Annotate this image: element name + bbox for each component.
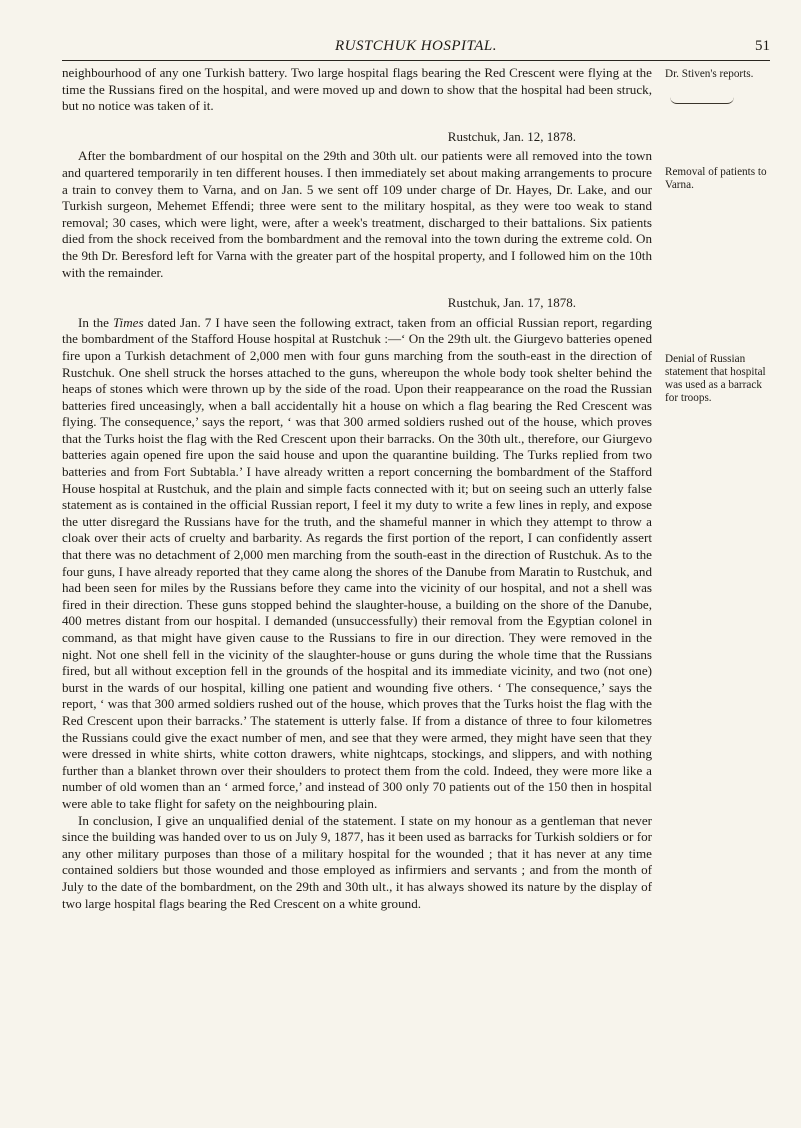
paragraph-intro: neighbourhood of any one Turkish battery. Two large hospital flags bearing the Red Crescent were flying at the time the Russians fired on the hospital, and were moved up and down to show that the hospital had been struck, but no notice was taken of it. <box>62 65 652 114</box>
header-rule <box>62 60 770 61</box>
times-title: Times <box>113 314 144 330</box>
dateline-jan-12: Rustchuk, Jan. 12, 1878. <box>447 128 576 144</box>
paragraph-conclusion: In conclusion, I give an unqualified denial of the statement. I state on my honour as a gentleman that never since the building was handed over to us on July 9, 1877, has it been used as barracks for Turkish soldiers or for any other military purposes than those of a military hospital for the wounded ; that it has never at any time contained soldiers but those wounded and those employed as infirmiers and servants ; and from the month of July to the date of the bombardment, on the 29th and 30th ult., it has always showed its nature by the display of two large hospital flags bearing the Red Crescent on a white ground. <box>62 812 652 911</box>
paragraph-removal: After the bombardment of our hospital on the 29th and 30th ult. our patients were all removed into the town and quartered temporarily in ten different houses. I then immediately set about making arrangements to procure a train to convey them to Varna, and on Jan. 5 we sent off 109 under charge of Dr. Hayes, Dr. Lake, and our Turkish surgeon, Mehemet Effendi; three were sent to the military hospital, as they were too weak to stand removal; 30 cases, which were light, were, after a week's treatment, discharged to their battalions. Six patients died from the shock received from the bombardment and the removal into the town during the extreme cold. On the 9th Dr. Beresford left for Varna with the greater part of the hospital property, and I followed him on the 10th with the remainder. <box>62 148 652 280</box>
margin-note-reports: Dr. Stiven's reports. <box>665 68 754 80</box>
margin-note-denial: Denial of Russian statement that hospital was used as a barrack for troops. <box>665 353 766 404</box>
denial-text: dated Jan. 7 I have seen the following extract, taken from an official Russian report, regarding the bombardment of the Stafford House hospital at Rustchuk :—‘ On the 29th ult. the Giurgevo batteries opened fire upon a Turkish detachment of 2,000 men with four guns marching from the south-east in the direction of Rustchuk. One shell struck the horses attached to the guns, whereupon the whole body took shelter behind the heaps of stones which were thrown up by the side of the road. Upon their reappearance on the road the Russian batteries fired unceasingly, when a ball accidentally hit a house on which a flag bearing the Red Crescent was flying. The consequence,’ says the report, ‘ was that 300 armed soldiers rushed out of the house, which proves that the Turks hoist the flag with the Red Crescent upon their barracks. On the 30th ult., therefore, our Giurgevo batteries again opened fire upon the said house and upon the quarantine building. The Turks replied from two batteries and from Fort Subtabla.’ I have already written a report concerning the bombardment of the Stafford House hospital at Rustchuk, and the plain and simple facts connected with it; but on seeing such an utterly false statement as is contained in the official Russian report, I feel it my duty to write a few lines in reply, and expose the utter disregard the Russians have for the truth, and the shameful manner in which they attempt to throw a cloak over their acts of cruelty and barbarity. As regards the first portion of the report, I can confidently assert that there was no detachment of 2,000 men marching from the south-east in the direction of Rustchuk. As to the four guns, I have already reported that they came along the shores of the Danube from Maratin to Rustchuk, and had been seen for miles by the Russians before they came into the vicinity of our hospital, and not a shell was fired in their direction. These guns stopped behind the slaughter-house, a building on the shore of the Danube, 400 metres distant from our hospital. I demanded (unsuccessfully) their removal from the Egyptian colonel in command, as that might have given cause to the Russians to fire in our direction. They were removed in the night. Not one shell fell in the vicinity of the slaughter-house or guns during the whole time that the Russians fired, but all without exception fell in the grounds of the hospital and its immediate vicinity, and two (not one) burst in the wards of our hospital, killing one patient and wounding five others. ‘ The consequence,’ says the report, ‘ was that 300 armed soldiers rushed out of the house, which proves that the Turks hoist the flag with the Red Crescent upon their barracks.’ The statement is utterly false. If from a distance of three to four kilometres the Russians could give the exact number of men, and see that they were armed, they might have seen that they were dressed in white shirts, white cotton drawers, white nightcaps, stockings, and slippers, and with nothing further than a blanket thrown over their shoulders to protect them from the cold. Indeed, they were more like a number of old women than an ‘ armed force,’ and instead of 300 only 70 patients out of the 150 then in hospital were able to take flight for safety on the neighbouring plain. <box>62 314 652 811</box>
body-text <box>62 65 652 912</box>
page-number: 51 <box>755 38 770 54</box>
denial-lead: In the <box>78 314 113 330</box>
margin-note-removal: Removal of patients to Varna. <box>665 166 767 191</box>
running-head <box>62 38 770 58</box>
page-title: RUSTCHUK HOSPITAL. <box>334 38 498 54</box>
margin-brace <box>670 97 734 104</box>
paragraph-denial <box>62 315 652 813</box>
dateline-jan-17: Rustchuk, Jan. 17, 1878. <box>447 295 576 311</box>
